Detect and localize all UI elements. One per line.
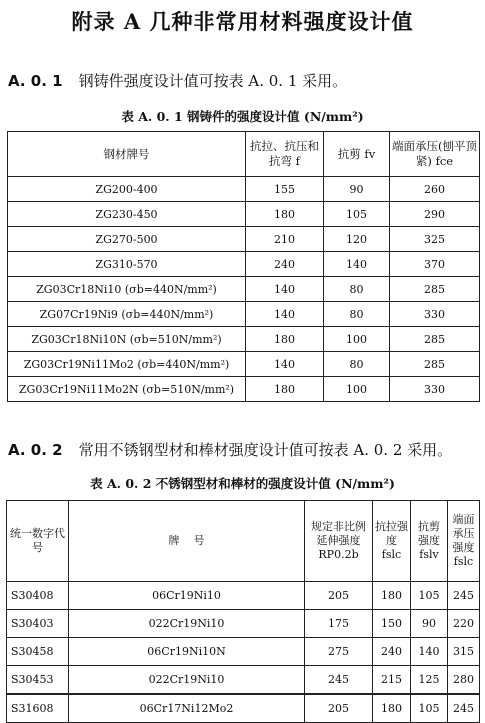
cell-f: 240 [246,252,324,277]
cell-f: 140 [246,277,324,302]
table-a02-header-row [7,501,480,582]
cell-f: 210 [246,227,324,252]
cell-tensile: 240 [373,638,411,666]
cell-code: S30458 [7,638,69,666]
table-row [8,227,480,252]
header-grade: 钢材牌号 [8,132,246,177]
cell-fv: 90 [324,177,390,202]
cell-code: S30403 [7,610,69,638]
table-a01 [7,131,480,402]
cell-fv: 140 [324,252,390,277]
cell-shear: 140 [411,638,448,666]
cell-f: 155 [246,177,324,202]
cell-fv: 105 [324,202,390,227]
cell-bearing: 220 [448,610,480,638]
cell-tensile: 180 [373,582,411,610]
cell-grade: 06Cr19Ni10 [69,582,305,610]
table-row [8,302,480,327]
cell-fce: 285 [390,277,480,302]
cell-tensile: 215 [373,666,411,695]
cell-grade: ZG270-500 [8,227,246,252]
clause-a02-number: A. 0. 2 [8,441,63,459]
cell-f: 180 [246,377,324,402]
cell-grade: ZG03Cr18Ni10N (σb=510N/mm²) [8,327,246,352]
cell-fce: 330 [390,302,480,327]
cell-grade: ZG200-400 [8,177,246,202]
clause-a01-number: A. 0. 1 [8,72,63,90]
cell-fv: 120 [324,227,390,252]
cell-fv: 80 [324,352,390,377]
appendix-title: 附录 A 几种非常用材料强度设计值 [71,9,414,34]
table-row [7,638,480,666]
table-row [7,610,480,638]
cell-bearing: 245 [448,582,480,610]
cell-fce: 325 [390,227,480,252]
table-row [7,582,480,610]
cell-fv: 80 [324,277,390,302]
clause-a01 [8,70,347,91]
cell-fce: 330 [390,377,480,402]
cell-bearing: 315 [448,638,480,666]
table-a02 [6,500,480,723]
cell-grade: ZG03Cr19Ni11Mo2N (σb=510N/mm²) [8,377,246,402]
cell-rp02: 245 [305,666,373,695]
cell-tensile: 150 [373,610,411,638]
cell-grade: ZG230-450 [8,202,246,227]
cell-rp02: 275 [305,638,373,666]
table-row [8,252,480,277]
cell-shear: 105 [411,582,448,610]
table-row [8,327,480,352]
cell-code: S31608 [7,694,69,723]
clause-a02-text: 常用不锈钢型材和棒材强度设计值可按表 A. 0. 2 采用。 [78,441,453,459]
cell-fce: 290 [390,202,480,227]
cell-grade: 06Cr19Ni10N [69,638,305,666]
header-fce: 端面承压(刨平顶紧) fce [390,132,480,177]
cell-rp02: 175 [305,610,373,638]
cell-fce: 370 [390,252,480,277]
cell-code: S30453 [7,666,69,695]
header-f: 抗拉、抗压和抗弯 f [246,132,324,177]
cell-grade: 022Cr19Ni10 [69,666,305,695]
header-grade: 牌 号 [69,501,305,582]
table-row [8,277,480,302]
cell-bearing: 245 [448,694,480,723]
cell-tensile: 180 [373,694,411,723]
cell-rp02: 205 [305,582,373,610]
header-fv: 抗剪 fv [324,132,390,177]
cell-f: 140 [246,352,324,377]
header-rp02: 规定非比例延伸强度 RP0.2b [305,501,373,582]
cell-grade: ZG07Cr19Ni9 (σb=440N/mm²) [8,302,246,327]
cell-fv: 80 [324,302,390,327]
table-row [8,202,480,227]
cell-shear: 105 [411,694,448,723]
cell-f: 140 [246,302,324,327]
cell-grade: 06Cr17Ni12Mo2 [69,694,305,723]
cell-fv: 100 [324,327,390,352]
table-row [7,666,480,695]
cell-shear: 125 [411,666,448,695]
cell-grade: ZG310-570 [8,252,246,277]
table-row [7,694,480,723]
cell-fce: 285 [390,327,480,352]
table-a01-caption: 表 A. 0. 1 钢铸件的强度设计值 (N/mm²) [121,109,364,124]
table-row [8,377,480,402]
table-row [8,352,480,377]
header-code: 统一数字代号 [7,501,69,582]
cell-f: 180 [246,327,324,352]
cell-f: 180 [246,202,324,227]
cell-code: S30408 [7,582,69,610]
clause-a02 [8,439,452,460]
cell-grade: ZG03Cr18Ni10 (σb=440N/mm²) [8,277,246,302]
cell-grade: 022Cr19Ni10 [69,610,305,638]
header-tensile: 抗拉强度 fslc [373,501,411,582]
cell-grade: ZG03Cr19Ni11Mo2 (σb=440N/mm²) [8,352,246,377]
cell-rp02: 205 [305,694,373,723]
cell-shear: 90 [411,610,448,638]
cell-fv: 100 [324,377,390,402]
header-shear: 抗剪强度 fslv [411,501,448,582]
cell-fce: 285 [390,352,480,377]
table-a02-caption: 表 A. 0. 2 不锈钢型材和棒材的强度设计值 (N/mm²) [90,476,395,491]
cell-fce: 260 [390,177,480,202]
clause-a01-text: 钢铸件强度设计值可按表 A. 0. 1 采用。 [78,72,348,90]
table-a01-header-row [8,132,480,177]
cell-bearing: 280 [448,666,480,695]
table-row [8,177,480,202]
header-bearing: 端面承压强度 fslc [448,501,480,582]
